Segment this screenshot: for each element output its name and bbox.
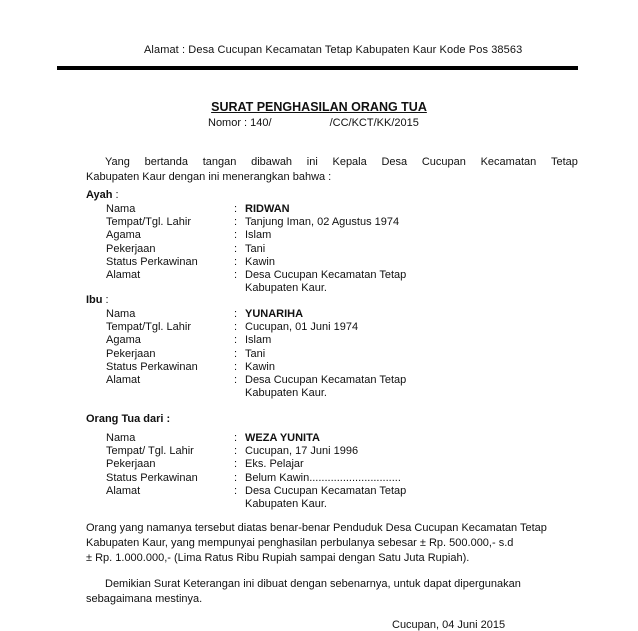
ibu-heading-text: Ibu bbox=[86, 294, 103, 306]
field-value bbox=[245, 321, 506, 334]
field-value bbox=[245, 243, 506, 256]
field-value-line: WEZA YUNITA bbox=[245, 432, 320, 444]
intro-paragraph bbox=[86, 155, 578, 185]
field-row bbox=[106, 361, 506, 374]
ibu-fields bbox=[106, 308, 506, 400]
section-heading-orang-tua-dari: Orang Tua dari : bbox=[86, 413, 171, 425]
field-value-line: Cucupan, 17 Juni 1996 bbox=[245, 445, 359, 458]
field-value bbox=[245, 472, 506, 485]
field-label: Tempat/ Tgl. Lahir bbox=[106, 445, 194, 458]
field-label: Agama bbox=[106, 334, 141, 347]
field-separator: : bbox=[234, 321, 238, 334]
orang-tua-dari-fields bbox=[106, 432, 506, 511]
field-label: Pekerjaan bbox=[106, 242, 156, 255]
field-row bbox=[106, 216, 506, 229]
field-row bbox=[106, 229, 506, 242]
field-separator: : bbox=[234, 471, 238, 484]
income-statement-paragraph bbox=[86, 521, 578, 566]
field-value-line: YUNARIHA bbox=[245, 308, 304, 320]
income-statement-line-1: Orang yang namanya tersebut diatas benar-benar Penduduk Desa Cucupan Kecamatan Tetap bbox=[86, 522, 547, 534]
field-value bbox=[245, 256, 506, 269]
letterhead-address: Alamat : Desa Cucupan Kecamatan Tetap Kabupaten Kaur Kode Pos 38563 bbox=[144, 44, 523, 56]
intro-word: Kecamatan bbox=[480, 156, 537, 168]
field-row bbox=[106, 256, 506, 269]
field-separator: : bbox=[234, 216, 238, 229]
field-label: Nama bbox=[106, 203, 136, 215]
field-row bbox=[106, 203, 506, 216]
field-label: Tempat/Tgl. Lahir bbox=[106, 216, 191, 229]
field-value bbox=[245, 348, 506, 361]
field-value-line: Desa Cucupan Kecamatan Tetap bbox=[245, 374, 407, 387]
income-statement-line-3: ± Rp. 1.000.000,- (Lima Ratus Ribu Rupiah sampai dengan Satu Juta Rupiah). bbox=[86, 552, 470, 564]
field-label: Agama bbox=[106, 229, 141, 242]
field-value-line: Eks. Pelajar bbox=[245, 458, 304, 471]
section-heading-ibu bbox=[86, 294, 109, 306]
closing-line-2: sebagaimana mestinya. bbox=[86, 593, 203, 605]
field-value bbox=[245, 334, 506, 347]
field-label: Tempat/Tgl. Lahir bbox=[106, 321, 191, 334]
field-value bbox=[245, 269, 506, 295]
ayah-heading-text: Ayah bbox=[86, 189, 113, 201]
letterhead-rule bbox=[57, 66, 578, 70]
field-value bbox=[245, 445, 506, 458]
field-label: Alamat bbox=[106, 484, 141, 497]
field-row bbox=[106, 321, 506, 334]
field-value-line: Kawin bbox=[245, 255, 275, 268]
field-value-line: Kabupaten Kaur. bbox=[245, 387, 327, 400]
intro-word: Cucupan bbox=[421, 156, 466, 168]
field-separator: : bbox=[234, 484, 238, 497]
field-row bbox=[106, 458, 506, 471]
field-value-line: Tani bbox=[245, 347, 266, 360]
field-value bbox=[245, 216, 506, 229]
field-value-line: RIDWAN bbox=[245, 203, 290, 215]
field-separator: : bbox=[234, 334, 238, 347]
letter-number-suffix: /CC/KCT/KK/2015 bbox=[329, 117, 419, 129]
field-label: Alamat bbox=[106, 269, 141, 282]
closing-paragraph bbox=[86, 577, 578, 607]
closing-line-1: Demikian Surat Keterangan ini dibuat dengan sebenarnya, untuk dapat dipergunakan bbox=[105, 578, 521, 590]
field-label: Pekerjaan bbox=[106, 347, 156, 360]
field-row bbox=[106, 472, 506, 485]
field-value bbox=[245, 432, 506, 445]
intro-word: Kepala bbox=[332, 156, 367, 168]
intro-word: Yang bbox=[105, 156, 130, 168]
field-separator: : bbox=[234, 432, 238, 444]
field-value-line: Tanjung Iman, 02 Agustus 1974 bbox=[245, 216, 400, 229]
field-row bbox=[106, 348, 506, 361]
letter-number bbox=[208, 117, 419, 129]
field-label: Status Perkawinan bbox=[106, 255, 198, 268]
field-separator: : bbox=[234, 360, 238, 373]
field-row bbox=[106, 269, 506, 295]
field-separator: : bbox=[234, 255, 238, 268]
field-value-line: Tani bbox=[245, 242, 266, 255]
field-value-line: Belum Kawin.............................. bbox=[245, 471, 401, 484]
intro-word: ini bbox=[306, 156, 318, 168]
field-row bbox=[106, 485, 506, 511]
intro-line-1 bbox=[86, 155, 578, 170]
field-value-line: Cucupan, 01 Juni 1974 bbox=[245, 321, 359, 334]
field-value bbox=[245, 229, 506, 242]
field-label: Status Perkawinan bbox=[106, 471, 198, 484]
intro-word: Tetap bbox=[550, 156, 578, 168]
intro-word: tangan bbox=[202, 156, 237, 168]
field-separator: : bbox=[234, 458, 238, 471]
field-label: Nama bbox=[106, 432, 136, 444]
place-date: Cucupan, 04 Juni 2015 bbox=[392, 619, 506, 631]
intro-word: Desa bbox=[381, 156, 408, 168]
field-separator: : bbox=[234, 229, 238, 242]
field-value bbox=[245, 458, 506, 471]
field-label: Pekerjaan bbox=[106, 458, 156, 471]
letter-number-prefix: Nomor : 140/ bbox=[208, 117, 272, 129]
field-separator: : bbox=[234, 374, 238, 387]
field-row bbox=[106, 445, 506, 458]
field-label: Nama bbox=[106, 308, 136, 320]
field-value-line: Kabupaten Kaur. bbox=[245, 282, 327, 295]
letter-title: SURAT PENGHASILAN ORANG TUA bbox=[211, 100, 427, 114]
section-heading-ayah bbox=[86, 189, 119, 201]
field-value-line: Desa Cucupan Kecamatan Tetap bbox=[245, 269, 407, 282]
field-label: Status Perkawinan bbox=[106, 360, 198, 373]
field-value bbox=[245, 361, 506, 374]
ayah-fields bbox=[106, 203, 506, 295]
field-row bbox=[106, 308, 506, 321]
field-row bbox=[106, 243, 506, 256]
field-value-line: Kawin bbox=[245, 360, 275, 373]
field-value bbox=[245, 374, 506, 400]
field-value-line: Islam bbox=[245, 334, 272, 347]
field-label: Alamat bbox=[106, 374, 141, 387]
field-separator: : bbox=[234, 308, 238, 320]
field-value bbox=[245, 308, 506, 321]
ibu-heading-colon: : bbox=[102, 294, 109, 306]
income-statement-line-2: Kabupaten Kaur, yang mempunyai penghasilan perbulanya sebesar ± Rp. 500.000,- s.d bbox=[86, 537, 514, 549]
field-row bbox=[106, 374, 506, 400]
field-value-line: Kabupaten Kaur. bbox=[245, 498, 327, 511]
field-separator: : bbox=[234, 203, 238, 215]
field-separator: : bbox=[234, 347, 238, 360]
field-row bbox=[106, 432, 506, 445]
field-row bbox=[106, 334, 506, 347]
intro-word: bertanda bbox=[144, 156, 189, 168]
field-separator: : bbox=[234, 445, 238, 458]
field-separator: : bbox=[234, 242, 238, 255]
field-separator: : bbox=[234, 269, 238, 282]
intro-line-2: Kabupaten Kaur dengan ini menerangkan bahwa : bbox=[86, 171, 332, 183]
intro-word: dibawah bbox=[251, 156, 293, 168]
field-value-line: Desa Cucupan Kecamatan Tetap bbox=[245, 484, 407, 497]
field-value bbox=[245, 485, 506, 511]
ayah-heading-colon: : bbox=[112, 189, 119, 201]
field-value-line: Islam bbox=[245, 229, 272, 242]
field-value bbox=[245, 203, 506, 216]
